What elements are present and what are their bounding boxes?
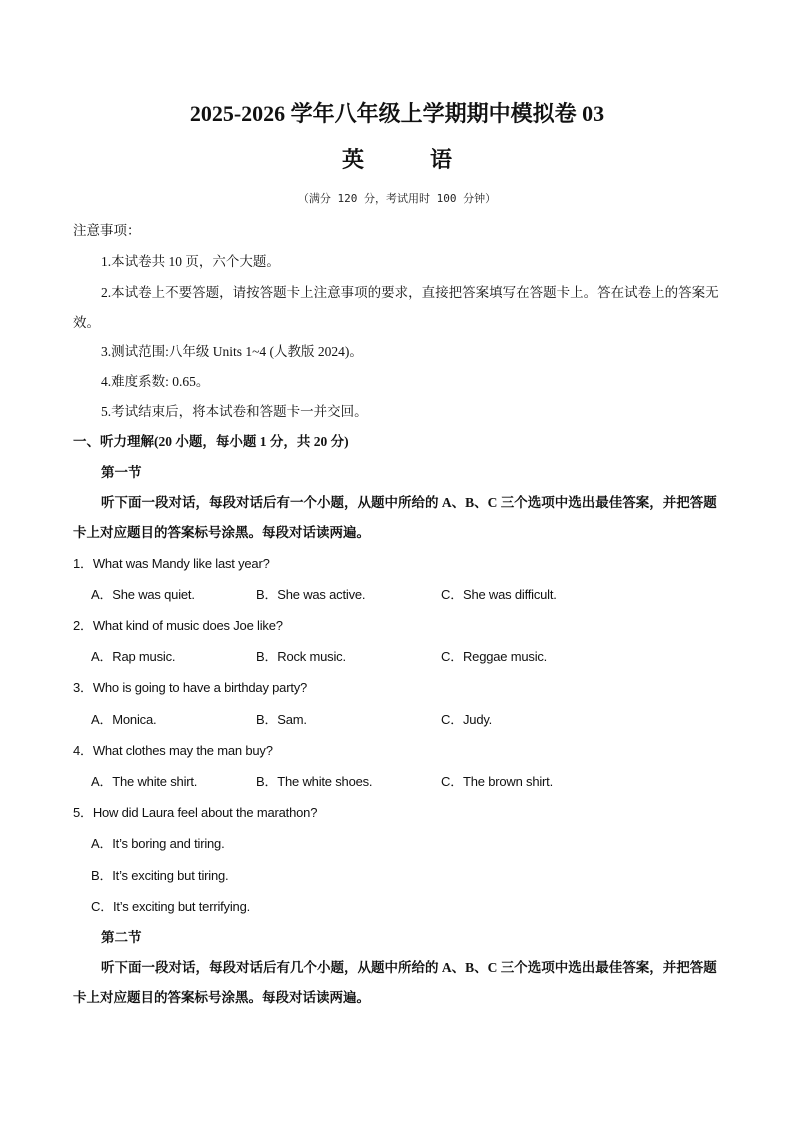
q5-option-b: B．It’s exciting but tiring. (91, 868, 229, 883)
exam-title: 2025-2026 学年八年级上学期期中模拟卷 03 (189, 101, 605, 126)
q5-option-c: C．It’s exciting but terrifying. (91, 899, 251, 914)
notice-item-3: 3.测试范围:八年级 Units 1~4 (人教版 2024)。 (101, 344, 363, 359)
exam-meta: （满分 120 分，考试用时 100 分钟） (297, 192, 497, 205)
q4-option-c: C．The brown shirt. (441, 774, 553, 789)
q2-option-b: B．Rock music. (256, 649, 346, 664)
q4-option-a: A．The white shirt. (91, 774, 198, 789)
part2-label: 第二节 (101, 930, 142, 945)
notice-item-2: 2.本试卷上不要答题，请按答题卡上注意事项的要求，直接把答案填写在答题卡上。答在试卷上的答案无效。 (73, 285, 719, 330)
q3-option-b: B．Sam. (256, 712, 307, 727)
q4-option-b: B．The white shoes. (256, 774, 373, 789)
q5-option-a: A．It’s boring and tiring. (91, 836, 225, 851)
q3-option-a: A．Monica. (91, 712, 157, 727)
q1-option-c: C．She was difficult. (441, 587, 557, 602)
subject-title: 英 语 (341, 147, 474, 172)
part2-instruction: 听下面一段对话，每段对话后有几个小题，从题中所给的 A、B、C 三个选项中选出最佳答案，并把答题卡上对应题目的答案标号涂黑。每段对话读两遍。 (73, 960, 717, 1005)
question-1: 1．What was Mandy like last year? (73, 556, 270, 571)
question-5: 5．How did Laura feel about the marathon? (73, 805, 318, 820)
q1-option-b: B．She was active. (256, 587, 366, 602)
question-4: 4．What clothes may the man buy? (73, 743, 273, 758)
section-heading: 一、听力理解(20 小题，每小题 1 分，共 20 分) (73, 434, 349, 449)
notice-item-1: 1.本试卷共 10 页，六个大题。 (101, 254, 280, 269)
part1-instruction: 听下面一段对话，每段对话后有一个小题，从题中所给的 A、B、C 三个选项中选出最佳答案，并把答题卡上对应题目的答案标号涂黑。每段对话读两遍。 (73, 495, 717, 540)
question-2: 2．What kind of music does Joe like? (73, 618, 283, 633)
q2-option-a: A．Rap music. (91, 649, 176, 664)
part1-label: 第一节 (101, 465, 142, 480)
notice-heading: 注意事项： (73, 223, 141, 238)
q1-option-a: A．She was quiet. (91, 587, 195, 602)
q2-option-c: C．Reggae music. (441, 649, 548, 664)
notice-item-4: 4.难度系数: 0.65。 (101, 374, 210, 389)
q3-option-c: C．Judy. (441, 712, 493, 727)
question-3: 3．Who is going to have a birthday party? (73, 680, 308, 695)
notice-item-5: 5.考试结束后，将本试卷和答题卡一并交回。 (101, 404, 368, 419)
